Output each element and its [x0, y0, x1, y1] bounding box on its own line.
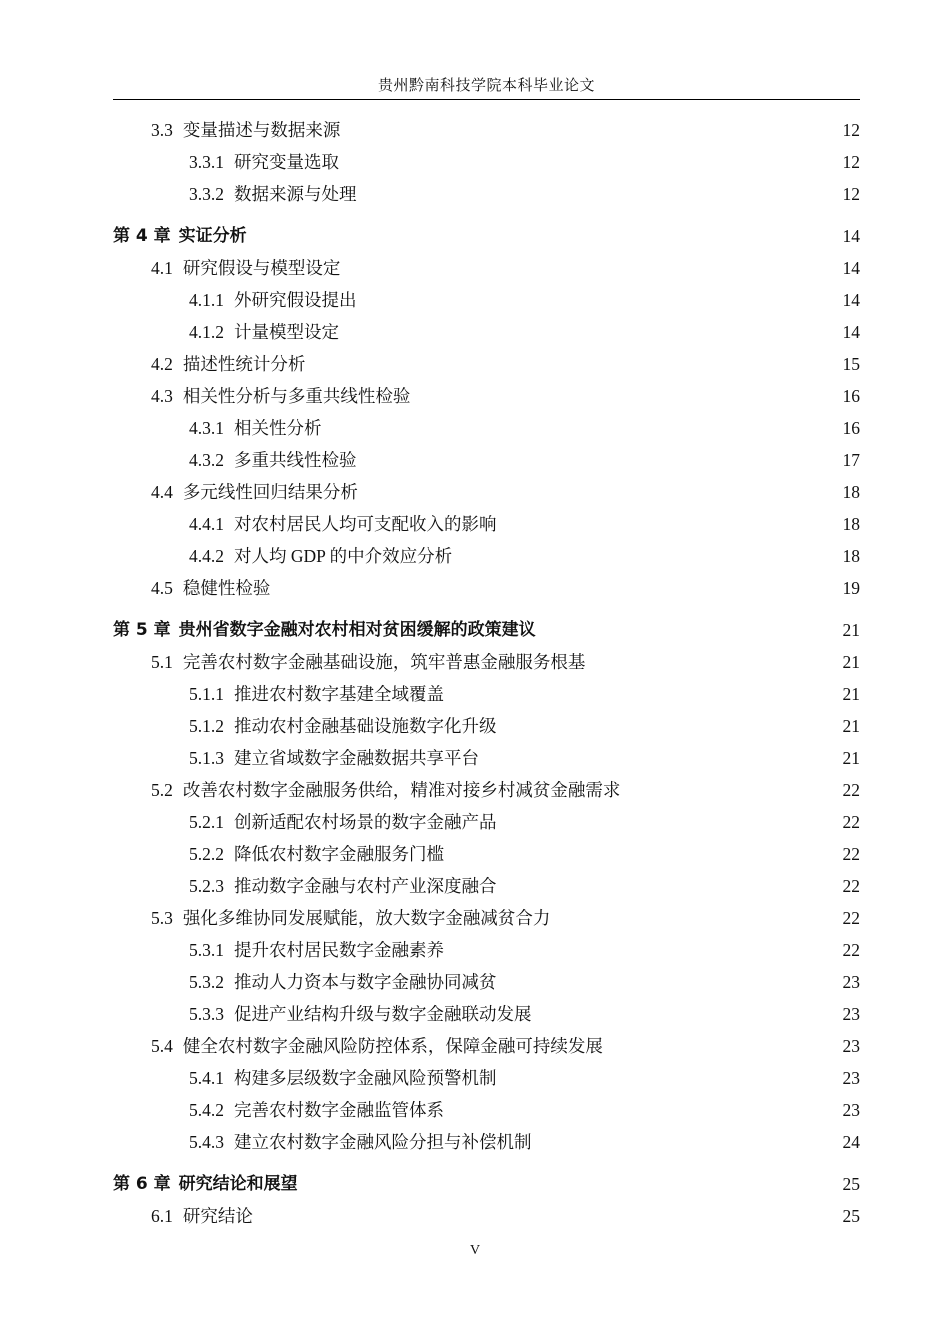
toc-entry-page-number: 21 [842, 620, 860, 640]
toc-entry-title: 推动人力资本与数字金融协同减贫 [234, 972, 497, 992]
toc-entry-page-number: 21 [842, 652, 860, 672]
toc-entry[interactable] [189, 937, 444, 963]
toc-entry-number: 6.1 [151, 1206, 173, 1226]
toc-entry-page-number: 12 [842, 152, 860, 172]
toc-entry-title: 数据来源与处理 [234, 184, 357, 204]
toc-entry-number: 5.2.2 [189, 844, 224, 864]
toc-entry-title: 外研究假设提出 [234, 290, 357, 310]
toc-entry-page-number: 16 [842, 386, 860, 406]
toc-entry-title: 构建多层级数字金融风险预警机制 [234, 1068, 497, 1088]
toc-entry-number: 5.4.3 [189, 1132, 224, 1152]
toc-entry-page-number: 23 [842, 1100, 860, 1120]
toc-entry-title: 研究假设与模型设定 [182, 258, 341, 278]
toc-entry[interactable] [189, 287, 357, 313]
toc-entry-page-number: 21 [842, 716, 860, 736]
toc-entry[interactable] [189, 447, 357, 473]
toc-entry-page-number: 22 [842, 812, 860, 832]
toc-entry-title: 研究变量选取 [234, 152, 339, 172]
toc-entry-number: 3.3.2 [189, 184, 224, 204]
toc-entry-title: 多元线性回归结果分析 [182, 482, 358, 502]
toc-entry-title: 贵州省数字金融对农村相对贫困缓解的政策建议 [178, 620, 536, 640]
page-number: V [469, 1243, 481, 1258]
toc-entry-title: 计量模型设定 [234, 322, 339, 342]
toc-entry-page-number: 12 [842, 184, 860, 204]
toc-entry-number: 5.2 [151, 780, 173, 800]
toc-entry[interactable] [151, 117, 340, 143]
toc-entry[interactable] [189, 713, 497, 739]
toc-entry-page-number: 18 [842, 514, 860, 534]
toc-entry[interactable] [189, 1097, 444, 1123]
toc-entry-number: 4.4 [151, 482, 173, 502]
toc-entry[interactable] [189, 149, 339, 175]
toc-chapter-entry[interactable] [113, 617, 536, 643]
toc-entry-title: 降低农村数字金融服务门槛 [234, 844, 444, 864]
toc-entry[interactable] [151, 383, 410, 409]
toc-entry-page-number: 22 [842, 780, 860, 800]
toc-entry-title: 研究结论 [182, 1206, 253, 1226]
toc-entry[interactable] [151, 1033, 603, 1059]
toc-entry-title: 研究结论和展望 [178, 1174, 298, 1194]
toc-entry-page-number: 15 [842, 354, 860, 374]
toc-entry-title: 对人均 GDP 的中介效应分析 [234, 546, 453, 566]
toc-entry[interactable] [189, 543, 452, 569]
toc-entry-number: 5.3.1 [189, 940, 224, 960]
toc-entry-page-number: 23 [842, 1068, 860, 1088]
toc-entry-title: 推动数字金融与农村产业深度融合 [234, 876, 497, 896]
toc-entry-title: 变量描述与数据来源 [182, 120, 341, 140]
toc-entry-page-number: 25 [842, 1174, 860, 1194]
toc-entry-page-number: 12 [842, 120, 860, 140]
toc-entry-title: 实证分析 [178, 226, 247, 246]
toc-entry-number: 5.2.3 [189, 876, 224, 896]
toc-entry-title: 稳健性检验 [182, 578, 271, 598]
toc-entry-page-number: 23 [842, 1036, 860, 1056]
toc-entry-number: 4.4.1 [189, 514, 224, 534]
toc-entry-title: 建立农村数字金融风险分担与补偿机制 [234, 1132, 532, 1152]
toc-entry[interactable] [151, 575, 270, 601]
toc-entry-page-number: 25 [842, 1206, 860, 1226]
toc-entry-number: 5.2.1 [189, 812, 224, 832]
toc-entry[interactable] [189, 969, 497, 995]
toc-entry-number: 4.1.1 [189, 290, 224, 310]
toc-entry[interactable] [189, 841, 444, 867]
toc-entry-number: 4.1.2 [189, 322, 224, 342]
toc-entry-title: 创新适配农村场景的数字金融产品 [234, 812, 497, 832]
toc-entry-number: 5.1.1 [189, 684, 224, 704]
toc-entry-number: 5.3.2 [189, 972, 224, 992]
toc-entry-page-number: 23 [842, 1004, 860, 1024]
toc-entry-page-number: 22 [842, 908, 860, 928]
toc-entry-number: 4.2 [151, 354, 173, 374]
toc-entry-number: 第 6 章 [113, 1174, 171, 1194]
toc-entry-number: 第 5 章 [113, 620, 171, 640]
toc-entry-page-number: 21 [842, 684, 860, 704]
toc-entry-number: 5.4.1 [189, 1068, 224, 1088]
toc-entry-title: 强化多维协同发展赋能，放大数字金融减贫合力 [182, 908, 551, 928]
running-header: 贵州黔南科技学院本科毕业论文 [377, 78, 595, 94]
toc-entry-number: 5.1.3 [189, 748, 224, 768]
toc-entry-title: 相关性分析 [234, 418, 322, 438]
toc-entry[interactable] [151, 479, 358, 505]
toc-entry-number: 第 4 章 [113, 226, 171, 246]
toc-entry-title: 建立省域数字金融数据共享平台 [234, 748, 479, 768]
toc-entry[interactable] [189, 809, 497, 835]
toc-entry-page-number: 22 [842, 940, 860, 960]
toc-entry-number: 5.1 [151, 652, 173, 672]
toc-entry[interactable] [189, 319, 339, 345]
toc-entry[interactable] [189, 415, 322, 441]
toc-entry-page-number: 18 [842, 482, 860, 502]
toc-entry-page-number: 19 [842, 578, 860, 598]
toc-entry-title: 相关性分析与多重共线性检验 [182, 386, 411, 406]
toc-entry[interactable] [189, 681, 444, 707]
toc-entry-page-number: 24 [842, 1132, 860, 1152]
toc-entry-number: 4.4.2 [189, 546, 224, 566]
toc-entry[interactable] [151, 1203, 253, 1229]
toc-entry-page-number: 17 [842, 450, 860, 470]
toc-entry-page-number: 14 [842, 290, 860, 310]
toc-entry-page-number: 23 [842, 972, 860, 992]
toc-entry-number: 5.1.2 [189, 716, 224, 736]
toc-entry[interactable] [189, 511, 497, 537]
toc-entry-number: 3.3.1 [189, 152, 224, 172]
toc-entry-page-number: 18 [842, 546, 860, 566]
toc-entry-title: 改善农村数字金融服务供给，精准对接乡村减贫金融需求 [182, 780, 621, 800]
toc-entry-title: 对农村居民人均可支配收入的影响 [234, 514, 497, 534]
toc-entry-page-number: 14 [842, 322, 860, 342]
toc-entry-title: 推动农村金融基础设施数字化升级 [234, 716, 497, 736]
toc-entry-title: 描述性统计分析 [182, 354, 306, 374]
toc-entry[interactable] [189, 1001, 532, 1027]
toc-entry[interactable] [151, 905, 550, 931]
toc-entry-number: 4.3 [151, 386, 173, 406]
toc-entry[interactable] [189, 1065, 497, 1091]
toc-entry-title: 提升农村居民数字金融素养 [234, 940, 444, 960]
toc-entry-page-number: 14 [842, 258, 860, 278]
toc-entry-title: 完善农村数字金融监管体系 [234, 1100, 444, 1120]
toc-entry-number: 4.5 [151, 578, 173, 598]
toc-entry-page-number: 22 [842, 844, 860, 864]
toc-entry-number: 5.4.2 [189, 1100, 224, 1120]
toc-entry-number: 4.3.2 [189, 450, 224, 470]
toc-entry-title: 多重共线性检验 [234, 450, 357, 470]
toc-entry[interactable] [189, 745, 479, 771]
toc-entry-number: 5.3 [151, 908, 173, 928]
toc-entry-title: 促进产业结构升级与数字金融联动发展 [234, 1004, 532, 1024]
toc-entry[interactable] [151, 255, 340, 281]
toc-entry-page-number: 14 [842, 226, 860, 246]
toc-entry-page-number: 21 [842, 748, 860, 768]
toc-entry[interactable] [151, 649, 585, 675]
toc-entry-title: 健全农村数字金融风险防控体系，保障金融可持续发展 [182, 1036, 603, 1056]
toc-entry-title: 推进农村数字基建全域覆盖 [234, 684, 444, 704]
toc-entry[interactable] [189, 873, 497, 899]
toc-entry[interactable] [189, 181, 357, 207]
toc-entry-number: 4.3.1 [189, 418, 224, 438]
toc-chapter-entry[interactable] [113, 1171, 298, 1197]
toc-entry[interactable] [151, 351, 305, 377]
toc-entry-number: 5.4 [151, 1036, 173, 1056]
toc-entry-number: 5.3.3 [189, 1004, 224, 1024]
toc-entry[interactable] [151, 777, 620, 803]
toc-chapter-entry[interactable] [113, 223, 247, 249]
toc-entry-page-number: 22 [842, 876, 860, 896]
toc-entry-title: 完善农村数字金融基础设施，筑牢普惠金融服务根基 [182, 652, 586, 672]
toc-entry-number: 4.1 [151, 258, 173, 278]
toc-entry-number: 3.3 [151, 120, 173, 140]
toc-entry[interactable] [189, 1129, 532, 1155]
toc-entry-page-number: 16 [842, 418, 860, 438]
